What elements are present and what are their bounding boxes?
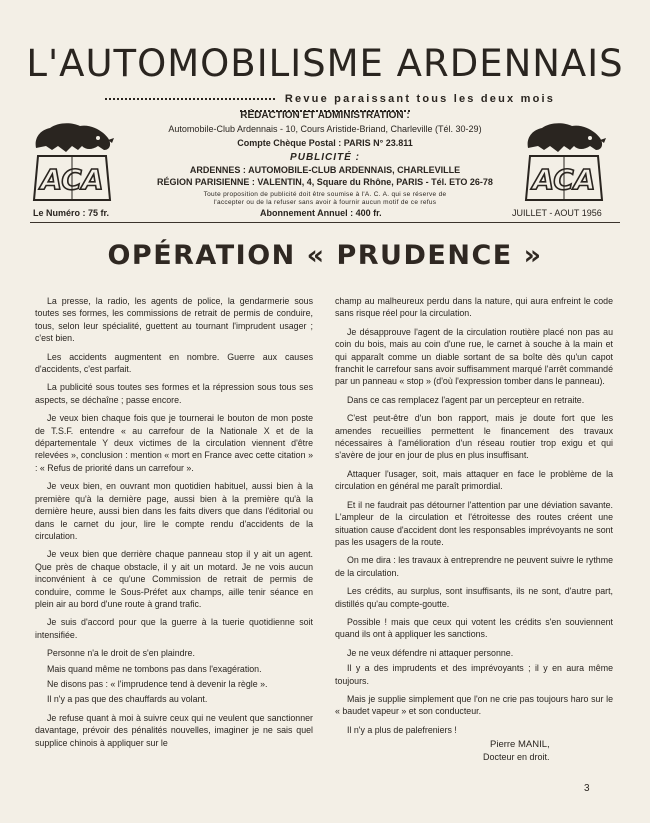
aca-boar-logo-right [520,116,608,202]
compte-line: Compte Chèque Postal : PARIS N° 23.811 [237,138,413,148]
paragraph: Je refuse quant à moi à suivre ceux qui ne veulent que sanctionner davantage, prévoir des pénalités nouvelles, imaginer je ne sais quel supplice chinois à appliquer sur le [35,712,313,748]
paragraph: On me dira : les travaux à entreprendre ne peuvent suivre le rythme de la circulation. [335,555,613,578]
paragraph: Les crédits, au surplus, sont insuffisants, ils ne sont, d'autre part, distillés qu'au compte-goutte. [335,586,613,609]
publicite-ardennes: ARDENNES : AUTOMOBILE-CLUB ARDENNAIS, CHARLEVILLE [189,165,461,175]
article-title: OPÉRATION « PRUDENCE » [107,240,543,271]
issue-date: JUILLET - AOUT 1956 [512,208,602,218]
paragraph: Personne n'a le droit de s'en plaindre. [47,648,195,659]
paragraph: La presse, la radio, les agents de police, la gendarmerie sous toutes ses formes, les commissions de retrait de permis de conduire, tous, selon leur spécialité, guettent au tournant l'imprudent usager ; c'est bien. [35,296,313,344]
paragraph: Il n'y a plus de palefreniers ! [347,724,457,735]
article-column-left [35,295,313,755]
paragraph: Il n'y a pas que des chauffards au volant. [47,694,208,705]
paragraph: Possible ! mais que ceux qui votent les crédits s'en souviennent quand ils ont à appliquer les sanctions. [335,616,613,640]
paragraph: La publicité sous toutes ses formes et la répression sous tous ses aspects, se déchaîne ; passe encore. [35,382,313,405]
aca-boar-logo-left [28,116,116,202]
paragraph: Dans ce cas remplacez l'agent par un percepteur en retraite. [347,394,585,405]
paragraph: Je suis d'accord pour que la guerre à la tuerie quotidienne soit intensifiée. [35,617,313,640]
redaction-heading: RÉDACTION ET ADMINISTRATION : [240,110,410,121]
address-line: Automobile-Club Ardennais - 10, Cours Aristide-Briand, Charleville (Tél. 30-29) [168,124,482,134]
abonnement-price: Abonnement Annuel : 400 fr. [260,208,382,218]
paragraph: Je veux bien, en ouvrant mon quotidien habituel, aussi bien à la première qu'à la dernière page, aussi bien à la première qu'à la dernière heure, aussi bien dans les faits divers que dans l'éditorial ou dans le carnet du jour, lire le compte rendu d'accidents de la circulation. [35,481,313,541]
paragraph: Je veux bien chaque fois que je tournerai le bouton de mon poste de T.S.F. entendre « au carrefour de la Nationale X et de la départementale Y deux victimes de la circulation viennent d'être relevées », conclusion : mention « mort en France avec cette citation » : « Refus de priorité dans un carrefour ». [35,413,313,473]
paragraph: Et il ne faudrait pas détourner l'attention par une déviation savante. L'ampleur de la circulation et l'étroitesse des routes créent une situation cause d'accident dont les responsables imprévoyants ne sont pas les usagers de la route. [335,499,613,547]
signature-name: Pierre MANIL, [490,739,550,750]
paragraph: Ne disons pas : « l'imprudence tend à devenir la règle ». [47,678,268,689]
paragraph: Je ne veux défendre ni attaquer personne. [347,647,514,658]
paragraph: Il y a des imprudents et des imprévoyants ; il y en aura même toujours. [335,663,613,686]
logo-text-left: ACA [40,163,104,196]
tagline: Revue paraissant tous les deux mois [284,93,556,105]
paragraph: Je veux bien que derrière chaque panneau stop il y ait un agent. Que près de chaque obstacle, il y ait un motard. Je ne vois aucun inconvénient à ce qu'une Commission de retrait de permis de conduire, comme le Sous-Préfet aux champs, aille tenir séance en plein air au bord d'une route à grand trafic. [35,549,313,609]
paragraph: Mais quand même ne tombons pas dans l'exagération. [47,663,262,674]
publicite-heading: PUBLICITÉ : [290,152,360,163]
paragraph: Les accidents augmentent en nombre. Guerre aux causes d'accidents, c'est parfait. [35,351,313,375]
page-number: 3 [584,783,590,794]
publicite-paris: RÉGION PARISIENNE : VALENTIN, 4, Square du Rhône, PARIS - Tél. ETO 26-78 [157,177,493,187]
paragraph: Mais je supplie simplement que l'on ne crie pas toujours haro sur le « baudet vapeur » et son conducteur. [335,693,613,717]
masthead-title: L'AUTOMOBILISME ARDENNAIS [26,42,624,85]
fine-print-1: Toute proposition de publicité doit être soumise à l'A. C. A. qui se réserve de [203,191,447,198]
fine-print-2: l'accepter ou de la refuser sans avoir à fournir aucun motif de ce refus [213,199,437,206]
paragraph: C'est peut-être d'un bon rapport, mais je doute fort que les amendes recueillies permettent le financement des travaux nécessaires à l'amélioration d'un réseau routier trop exigu et qui s'avère de jour en jour de plus en plus insuffisant. [335,413,613,461]
tagline-rule-left [105,98,275,100]
header-rule [30,222,620,223]
logo-text-right: ACA [532,163,596,196]
paragraph: Je désapprouve l'agent de la circulation routière placé non pas au coin du bois, mais au coin d'une rue, le carnet à souche à la main et qui apparaît comme un diable sortant de sa boîte dès qu'un capot franchit le carrefour sans avoir suffisamment marqué l'arrêt commandé par un panneau « stop » (d'où l'expression tomber dans le panneau). [335,326,613,387]
signature-title: Docteur en droit. [483,752,550,762]
paragraph: champ au malheureux perdu dans la nature, qui aura enfreint le code sans risque réel pour la circulation. [335,296,613,319]
paragraph: Attaquer l'usager, soit, mais attaquer en face le problème de la circulation en général me paraît primordial. [335,468,613,492]
numero-price: Le Numéro : 75 fr. [33,208,110,218]
article-column-right [335,295,613,742]
